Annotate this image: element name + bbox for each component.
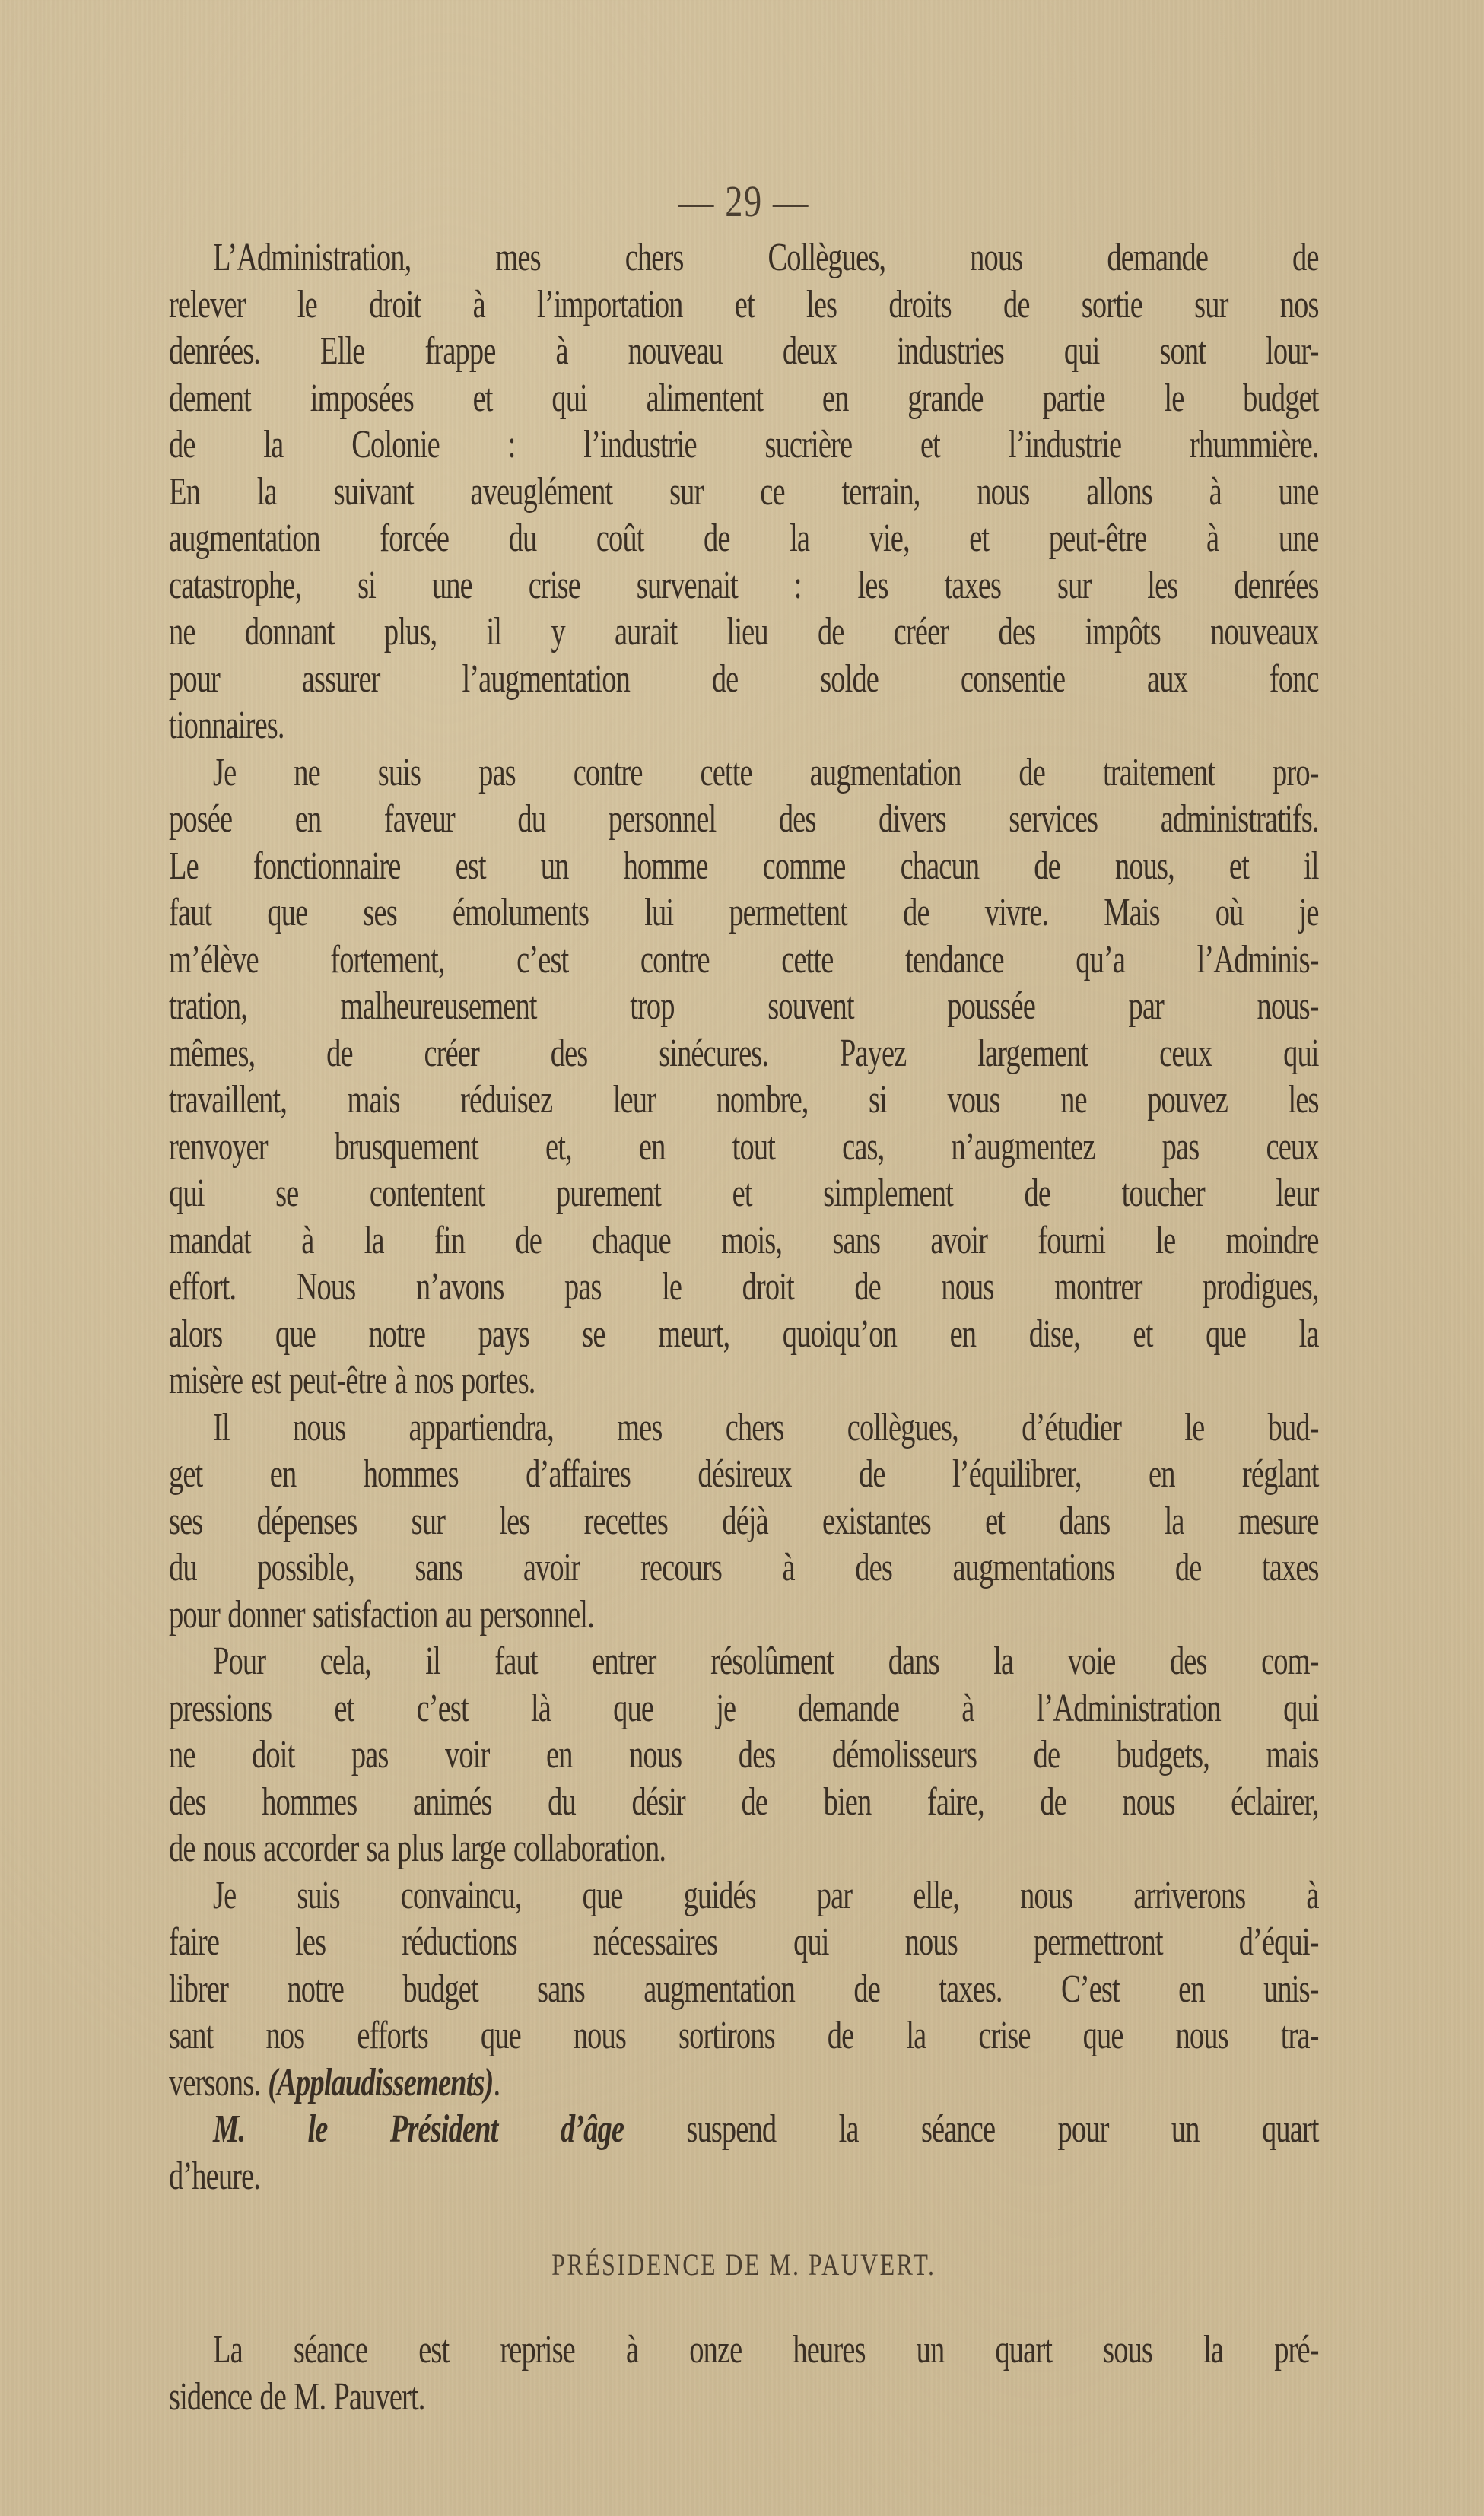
page-number: — 29 — [678, 177, 809, 226]
text-line: ne doit pas voir en nous des démolisseurs de budgets, mais [169, 1733, 1319, 1776]
text-line: du possible, sans avoir recours à des augmentations de taxes [169, 1546, 1319, 1589]
text-line: Il nous appartiendra, mes chers collègues, d’étudier le bud- [213, 1405, 1319, 1449]
text-line: faut que ses émoluments lui permettent de vivre. Mais où je [169, 891, 1319, 934]
text-line: misère est peut-être à nos portes. [169, 1359, 535, 1402]
text-line: dement imposées et qui alimentent en grande partie le budget [169, 376, 1319, 420]
text-line: denrées. Elle frappe à nouveau deux industries qui sont lour- [169, 329, 1319, 373]
text-line: pour donner satisfaction au personnel. [169, 1592, 594, 1637]
text-line: alors que notre pays se meurt, quoiqu’on en dise, et que la [169, 1312, 1319, 1356]
text-line: pour assurer l’augmentation de solde consentie aux fonc [169, 657, 1319, 701]
text-line: sidence de M. Pauvert. [169, 2374, 425, 2419]
text-line: relever le droit à l’importation et les droits de sortie sur nos [169, 282, 1319, 326]
section-heading: PRÉSIDENCE DE M. PAUVERT. [551, 2247, 936, 2282]
text-line: Je ne suis pas contre cette augmentation de traitement pro- [213, 750, 1319, 794]
text-line: effort. Nous n’avons pas le droit de nous montrer prodigues, [169, 1265, 1319, 1309]
paragraph-compressions [169, 1638, 1319, 1872]
text-line: get en hommes d’affaires désireux de l’équilibrer, en réglant [169, 1452, 1319, 1496]
paragraph-conviction [169, 1872, 1319, 2107]
text-line: renvoyer brusquement et, en tout cas, n’augmentez pas ceux [169, 1124, 1319, 1169]
text-line: ses dépenses sur les recettes déjà existantes et dans la mesure [169, 1499, 1319, 1543]
paragraph-administration-duties [169, 234, 1319, 749]
text-line: La séance est reprise à onze heures un quart sous la pré- [213, 2328, 1319, 2371]
text-line: Je suis convaincu, que guidés par elle, nous arriverons à [213, 1873, 1319, 1917]
text-line: En la suivant aveuglément sur ce terrain, nous allons à une [169, 469, 1319, 514]
text-line: d’heure. [169, 2154, 261, 2198]
text-line: des hommes animés du désir de bien faire, de nous éclairer, [169, 1780, 1319, 1824]
text-line: tration, malheureusement trop souvent poussée par nous- [169, 984, 1319, 1028]
text-line: faire les réductions nécessaires qui nous permettront d’équi- [169, 1920, 1319, 1964]
text-line: augmentation forcée du coût de la vie, et peut-être à une [169, 517, 1319, 560]
text-line: mêmes, de créer des sinécures. Payez largement ceux qui [169, 1031, 1319, 1075]
paragraph-session-resumed [169, 2327, 1319, 2420]
text-line: L’Administration, mes chers Collègues, nous demande de [213, 236, 1319, 279]
text-line: M. le Président d’âge suspend la séance pour un quart [213, 2107, 1319, 2151]
paragraph-budget-study [169, 1404, 1319, 1639]
text-line: m’élève fortement, c’est contre cette tendance qu’a l’Adminis- [169, 937, 1319, 981]
text-line: posée en faveur du personnel des divers services administratifs. [169, 797, 1319, 841]
text-line: catastrophe, si une crise survenait : les taxes sur les denrées [169, 563, 1319, 607]
text-line: mandat à la fin de chaque mois, sans avoir fourni le moindre [169, 1218, 1319, 1262]
text-line: travaillent, mais réduisez leur nombre, si vous ne pouvez les [169, 1078, 1319, 1121]
text-line: de nous accorder sa plus large collaboration. [169, 1827, 666, 1870]
text-line: de la Colonie : l’industrie sucrière et l’industrie rhummière. [169, 423, 1319, 466]
applause-annotation: (Applaudissements) [268, 2060, 494, 2104]
text-line: qui se contentent purement et simplement de toucher leur [169, 1172, 1319, 1215]
document-page [169, 175, 1319, 2420]
text-line: Pour cela, il faut entrer résolûment dans la voie des com- [213, 1640, 1319, 1683]
speaker-name: M. le Président d’âge [213, 2107, 624, 2151]
paragraph-salary-increase [169, 749, 1319, 1404]
paragraph-session-suspended [169, 2106, 1319, 2200]
text-line: pressions et c’est là que je demande à l’Administration qui [169, 1686, 1319, 1730]
text-line: versons. (Applaudissements). [169, 2060, 500, 2104]
text-line: ne donnant plus, il y aurait lieu de créer des impôts nouveaux [169, 610, 1319, 654]
text-line: Le fonctionnaire est un homme comme chacun de nous, et il [169, 844, 1319, 888]
text-line: librer notre budget sans augmentation de taxes. C’est en unis- [169, 1967, 1319, 2011]
text-line: tionnaires. [169, 704, 284, 747]
text-line: sant nos efforts que nous sortirons de la crise que nous tra- [169, 2014, 1319, 2057]
